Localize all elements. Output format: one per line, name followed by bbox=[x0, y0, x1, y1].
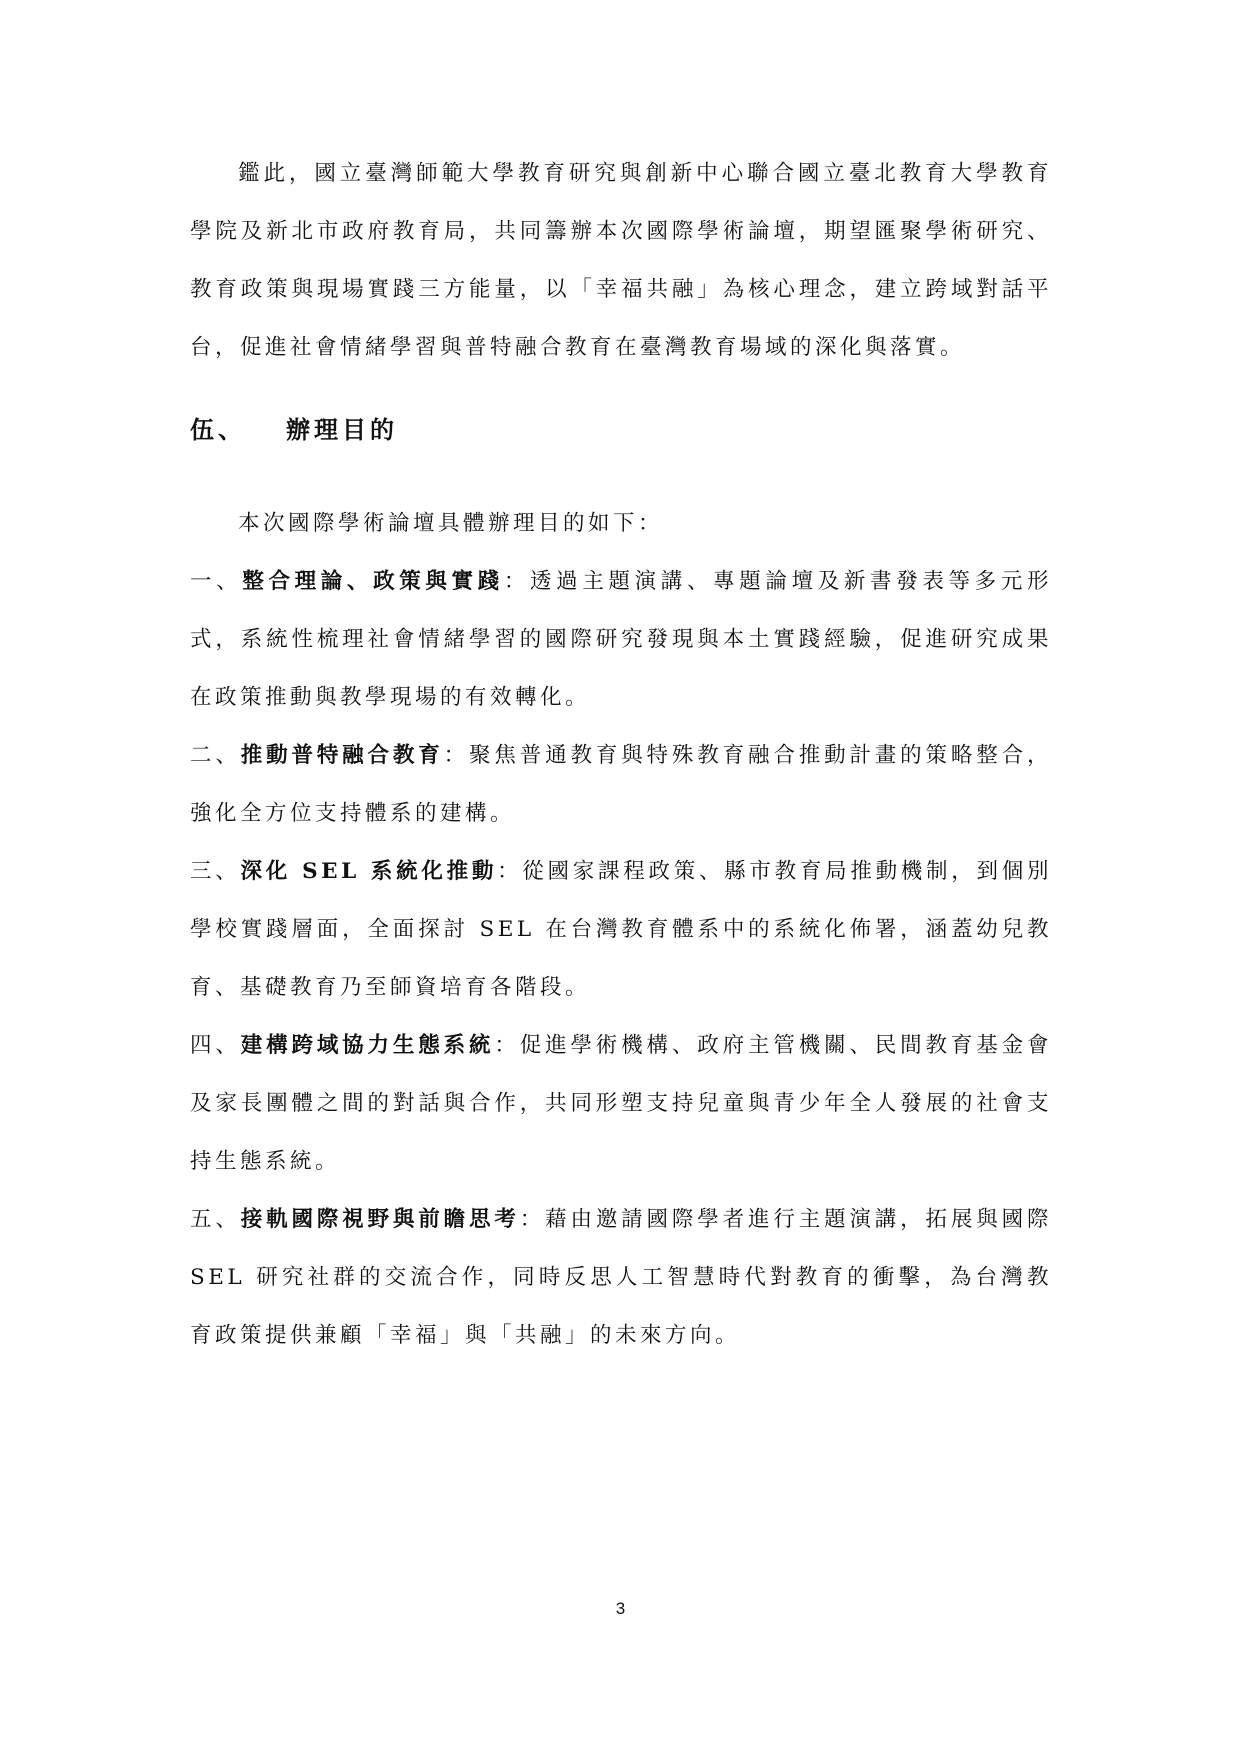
section-title: 辦理目的 bbox=[286, 415, 398, 444]
objective-title: 深化 SEL 系統化推動 bbox=[240, 859, 498, 884]
objective-prefix: 一、 bbox=[190, 569, 243, 594]
objective-text: ：從國家課程政策、縣市教育局推動機制，到個別學校實踐層面，全面探討 SEL 在台灣教育體系中的系統化佈署，涵蓋幼兒教育、基礎教育乃至師資培育各階段。 bbox=[190, 859, 1052, 1000]
objective-title: 建構跨域協力生態系統 bbox=[240, 1033, 495, 1058]
objective-text: ：聚焦普通教育與特殊教育融合推動計畫的策略整合，強化全方位支持體系的建構。 bbox=[190, 743, 1052, 826]
objective-title: 整合理論、政策與實踐 bbox=[242, 569, 504, 594]
page-number: 3 bbox=[615, 1599, 626, 1618]
objective-prefix: 三、 bbox=[190, 859, 241, 884]
objective-title: 推動普特融合教育 bbox=[240, 743, 444, 768]
objective-item bbox=[190, 553, 1052, 727]
objective-prefix: 二、 bbox=[190, 743, 241, 768]
intro-paragraph: 鑑此，國立臺灣師範大學教育研究與創新中心聯合國立臺北教育大學教育學院及新北市政府教育局，共同籌辦本次國際學術論壇，期望匯聚學術研究、教育政策與現場實踐三方能量，以「幸福共融」為核心理念，建立跨域對話平台，促進社會情緒學習與普特融合教育在臺灣教育場域的深化與落實。 bbox=[190, 161, 1052, 360]
section-number: 伍、 bbox=[190, 415, 246, 444]
objective-text: ：促進學術機構、政府主管機關、民間教育基金會及家長團體之間的對話與合作，共同形塑支持兒童與青少年全人發展的社會支持生態系統。 bbox=[190, 1033, 1052, 1174]
objective-item bbox=[190, 1191, 1052, 1365]
objective-text: ：透過主題演講、專題論壇及新書發表等多元形式，系統性梳理社會情緒學習的國際研究發現與本土實踐經驗，促進研究成果在政策推動與教學現場的有效轉化。 bbox=[190, 569, 1052, 710]
objective-item bbox=[190, 1017, 1052, 1191]
objective-title: 接軌國際視野與前瞻思考 bbox=[240, 1207, 520, 1232]
section-heading bbox=[190, 410, 398, 450]
objective-item bbox=[190, 727, 1052, 843]
objective-text: ：藉由邀請國際學者進行主題演講，拓展與國際 SEL 研究社群的交流合作，同時反思人工智慧時代對教育的衝擊，為台灣教育政策提供兼顧「幸福」與「共融」的未來方向。 bbox=[190, 1207, 1052, 1348]
objective-prefix: 四、 bbox=[190, 1033, 241, 1058]
objective-item bbox=[190, 843, 1052, 1017]
objective-prefix: 五、 bbox=[190, 1207, 241, 1232]
intro-section bbox=[190, 145, 1052, 377]
section-lead: 本次國際學術論壇具體辦理目的如下： bbox=[238, 511, 664, 536]
objectives-section bbox=[190, 495, 1052, 1365]
